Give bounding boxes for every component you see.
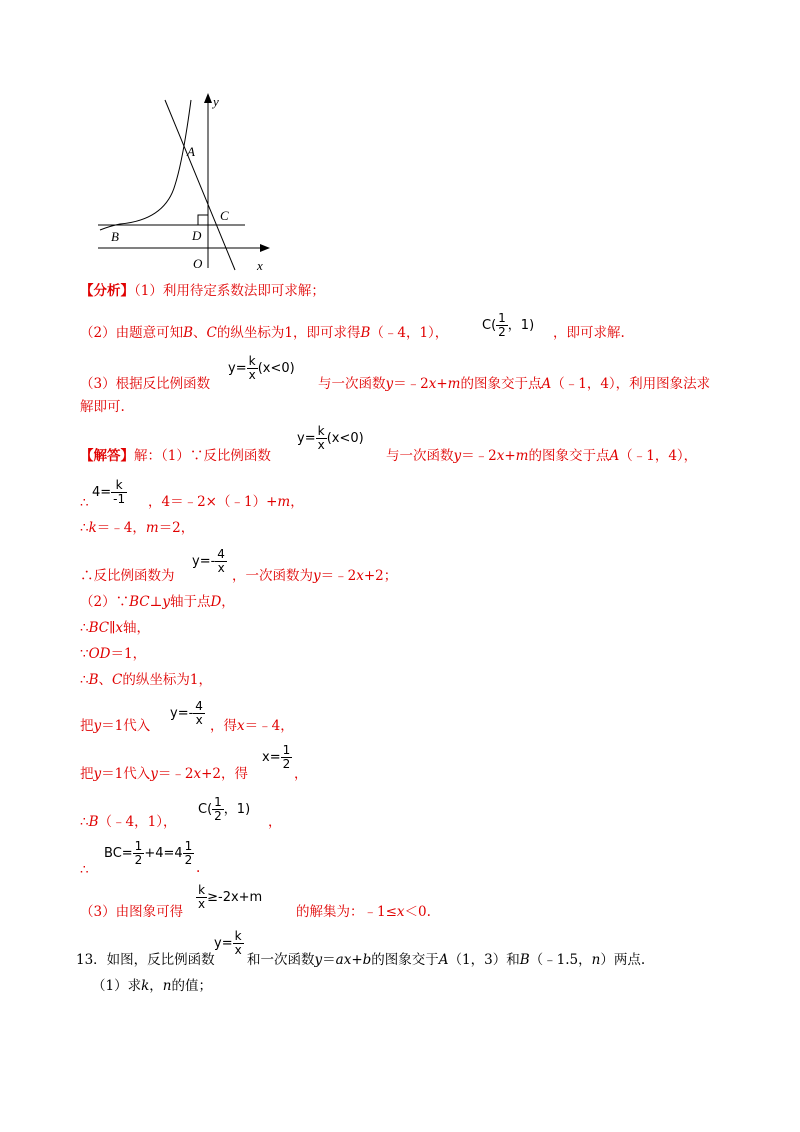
problem13-l1-h: 的图象交于 — [371, 952, 439, 968]
frac-num: 1 — [184, 839, 193, 853]
frac-num: 1 — [134, 839, 143, 853]
analysis-p3-b: 与一次函数 — [318, 376, 386, 392]
answer-a12-a: ∴ — [80, 862, 89, 878]
answer-a6-b: BC — [88, 620, 110, 636]
answer-a13-b: 的解集为：﹣1≤ — [296, 904, 397, 920]
answer-a13-d: ＜0. — [404, 904, 431, 920]
frac-den: 2 — [282, 757, 291, 771]
analysis-p2-g: （﹣4，1）， — [370, 325, 449, 341]
answer-line-7 — [80, 644, 146, 664]
frac-half — [212, 796, 224, 823]
frac-4x — [193, 700, 205, 727]
answer-a5-b: BC — [129, 594, 150, 610]
answer-a12-b: . — [196, 860, 201, 876]
analysis-p2-a: （2）由题意可知 — [80, 325, 184, 341]
answer-a1-i: A — [609, 448, 620, 464]
frac-num: k — [234, 929, 242, 943]
answer-a5-d: y — [162, 594, 170, 610]
frac-num: k — [115, 478, 123, 492]
math-four-eq — [92, 479, 127, 506]
cond: (x<0) — [257, 361, 295, 376]
answer-a8-c: 、 — [98, 672, 113, 688]
analysis-p3-d: ＝﹣2 — [393, 376, 429, 392]
answer-line-10 — [80, 764, 248, 784]
analysis-p2-d: C — [206, 325, 217, 341]
c-pre: C( — [198, 802, 213, 817]
problem13-l2-d: n — [162, 978, 172, 994]
analysis-line-2-end — [553, 323, 625, 343]
answer-a7-a: ∵ — [80, 646, 89, 662]
x-eq: x= — [262, 750, 281, 765]
math-bc — [104, 840, 194, 867]
answer-line-3 — [80, 518, 194, 538]
y-eq: y= — [214, 936, 233, 951]
math-x-half — [262, 744, 292, 771]
y-axis-arrow — [204, 93, 212, 103]
answer-a3-b: k — [88, 520, 97, 536]
label-o: O — [193, 256, 203, 271]
answer-a9-e: x — [237, 718, 245, 734]
answer-a6-d: x — [115, 620, 123, 636]
frac-den: x — [234, 943, 242, 957]
answer-a13-c: x — [396, 904, 405, 920]
answer-a10-d: y — [150, 766, 158, 782]
problem13-l1-i: A — [438, 952, 449, 968]
frac-half — [281, 744, 293, 771]
answer-a1-a: 解：（1）∵反比例函数 — [134, 448, 271, 464]
problem13-l1-c: y — [314, 952, 323, 968]
frac-kx — [196, 884, 207, 911]
frac-num: 1 — [498, 311, 506, 325]
answer-line-11-b — [268, 812, 282, 832]
problem13-l1-g: b — [362, 952, 372, 968]
answer-a7-c: ＝1， — [110, 646, 147, 662]
frac-half — [496, 312, 508, 339]
analysis-p3-g: m — [447, 376, 461, 392]
analysis-p3-f: + — [436, 376, 448, 392]
label-c: C — [220, 208, 229, 223]
frac-num: 1 — [214, 795, 222, 809]
label-b: B — [111, 229, 119, 244]
math-yk-1 — [228, 355, 295, 382]
plus4: +4=4 — [144, 846, 183, 861]
answer-a3-c: ＝﹣4， — [96, 520, 146, 536]
label-d: D — [192, 228, 202, 243]
answer-line-8 — [80, 670, 212, 690]
analysis-line-1 — [80, 281, 325, 301]
problem13-l2-b: k — [141, 978, 150, 994]
analysis-p1: （1）利用待定系数法即可求解； — [134, 283, 325, 299]
graph-svg — [95, 90, 275, 275]
answer-line-9-b — [210, 716, 294, 736]
answer-a3-d: m — [145, 520, 159, 536]
frac-den: x — [215, 561, 227, 575]
answer-a1-b: 与一次函数 — [386, 448, 454, 464]
answer-a10-a: 把 — [80, 766, 94, 782]
math-c-half-1 — [482, 312, 534, 339]
math-yk-2 — [297, 425, 364, 452]
frac-num: k — [248, 354, 256, 368]
answer-a10-g: +2，得 — [201, 766, 248, 782]
answer-a10-b: y — [93, 766, 102, 782]
answer-line-2-pre — [80, 493, 89, 513]
answer-line-10-b — [294, 764, 308, 784]
four-eq: 4= — [92, 485, 112, 500]
c-post: ，1) — [507, 318, 535, 333]
answer-a9-d: ，得 — [210, 718, 237, 734]
x-axis-arrow — [260, 244, 270, 252]
answer-line-2 — [148, 492, 304, 512]
answer-line-1-b — [386, 446, 697, 466]
answer-a5-a: （2）∵ — [80, 594, 130, 610]
frac-num: 1 — [282, 743, 291, 757]
answer-a3-e: ＝2， — [158, 520, 195, 536]
problem13-l1-d: ＝ — [322, 952, 336, 968]
problem13-line-1-b — [247, 950, 645, 970]
math-y-neg4x-2: y=- $\frac{4}{x}$ — [170, 699, 203, 727]
frac-num: k — [317, 424, 325, 438]
answer-a1-f: + — [504, 448, 516, 464]
answer-a2-c: m — [277, 494, 291, 510]
frac-den: 2 — [134, 853, 143, 867]
math-yk-3 — [214, 930, 244, 957]
answer-a4-f: +2； — [363, 568, 398, 584]
graph-figure — [95, 90, 275, 275]
answer-a11-b: B — [88, 814, 99, 830]
answer-a10-h: ， — [294, 766, 308, 782]
label-y: y — [213, 94, 219, 109]
answer-a13-a: （3）由图象可得 — [80, 904, 184, 920]
analysis-p3-h: 的图象交于点 — [460, 376, 542, 392]
answer-a6-e: 轴， — [122, 620, 150, 636]
answer-line-4-b — [232, 566, 397, 586]
answer-line-5 — [80, 592, 235, 612]
answer-line-4 — [80, 566, 175, 586]
problem13-l2-c: ， — [149, 978, 163, 994]
math-y-neg4x-1: y=- $\frac{4}{x}$ — [192, 547, 225, 575]
answer-line-13 — [80, 902, 183, 922]
answer-a5-c: ⊥ — [149, 594, 163, 610]
answer-a11-c: （﹣4，1）， — [98, 814, 177, 830]
frac-kx — [316, 425, 327, 452]
answer-a2-b: ，4＝﹣2×（﹣1）+ — [148, 494, 278, 510]
problem13-l1-b: 和一次函数 — [247, 952, 315, 968]
hyperbola-curve — [100, 100, 191, 230]
answer-a7-b: OD — [88, 646, 111, 662]
analysis-line-4 — [80, 397, 125, 417]
answer-a9-f: ＝﹣4， — [244, 718, 294, 734]
answer-a9-a: 把 — [80, 718, 94, 734]
answer-a1-g: m — [515, 448, 529, 464]
answer-a1-d: ＝﹣2 — [461, 448, 497, 464]
frac-den: x — [248, 368, 256, 382]
label-x: x — [257, 258, 263, 273]
analysis-p2-f: B — [360, 325, 371, 341]
answer-a1-c: y — [453, 448, 462, 464]
frac-den: 2 — [184, 853, 193, 867]
label-a: A — [187, 144, 195, 159]
answer-a9-c: ＝1代入 — [101, 718, 151, 734]
math-c-half-2 — [198, 796, 250, 823]
frac-4x — [215, 548, 227, 575]
analysis-p2-c: 、 — [193, 325, 207, 341]
answer-a9-b: y — [93, 718, 102, 734]
analysis-p3-j: （﹣1，4），利用图象法求 — [551, 376, 711, 392]
answer-a1-h: 的图象交于点 — [528, 448, 610, 464]
answer-a4-d: ＝﹣2 — [320, 568, 357, 584]
y-eq: y= — [170, 706, 189, 721]
answer-a10-f: x — [193, 766, 202, 782]
answer-a11-d: ， — [268, 814, 282, 830]
ineq: ≥-2x+m — [207, 890, 263, 905]
answer-a5-e: 轴于点 — [169, 594, 211, 610]
problem13-l1-e: ax — [335, 952, 352, 968]
frac-kx — [247, 355, 258, 382]
answer-line-11 — [80, 812, 176, 832]
answer-a11-a: ∴ — [80, 814, 89, 830]
problem13-l1-l: （﹣1.5， — [529, 952, 592, 968]
answer-a4-c: y — [313, 568, 321, 584]
answer-line-12 — [80, 860, 89, 880]
answer-a3-a: ∴ — [80, 520, 89, 536]
y-eq: y= — [228, 361, 247, 376]
right-angle-mark — [198, 215, 208, 225]
answer-a10-c: ＝1代入 — [101, 766, 151, 782]
answer-a5-g: ， — [221, 594, 235, 610]
answer-a5-f: D — [210, 594, 222, 610]
frac-den: 2 — [214, 809, 222, 823]
problem13-l1-f: + — [351, 952, 363, 968]
answer-a4-a: ∴反比例函数为 — [80, 568, 175, 584]
analysis-line-2 — [80, 323, 448, 343]
y-eq: y= — [297, 431, 316, 446]
analysis-p2-e: 的纵坐标为1，即可求得 — [216, 325, 361, 341]
analysis-title: 【分析】 — [80, 283, 134, 299]
problem13-l1-j: （1，3）和 — [448, 952, 520, 968]
frac-k-neg1 — [111, 479, 127, 506]
analysis-p2-h: ，即可求解. — [553, 325, 625, 341]
answer-line-12-b — [196, 858, 200, 878]
frac-den: 2 — [498, 325, 506, 339]
frac-den: x — [317, 438, 325, 452]
analysis-p3-i: A — [541, 376, 552, 392]
answer-a10-e: ＝﹣2 — [157, 766, 194, 782]
answer-a6-a: ∴ — [80, 620, 89, 636]
answer-a8-e: 的纵坐标为1， — [122, 672, 212, 688]
answer-a2-d: ， — [290, 494, 304, 510]
analysis-p3-c: y — [385, 376, 394, 392]
frac-num: k — [198, 883, 206, 897]
analysis-p3-a: （3）根据反比例函数 — [80, 376, 211, 392]
problem13-l1-m: n — [591, 952, 601, 968]
answer-a6-c: ∥ — [109, 620, 116, 636]
answer-line-1 — [80, 446, 271, 466]
answer-a8-d: C — [112, 672, 123, 688]
problem13-l1-a: 13．如图，反比例函数 — [76, 952, 215, 968]
answer-line-9 — [80, 716, 150, 736]
frac-num: 4 — [217, 547, 225, 561]
frac-half — [133, 840, 145, 867]
frac-half-2 — [183, 840, 195, 867]
answer-a2-a: ∴ — [80, 495, 89, 511]
frac-den: x — [193, 713, 205, 727]
answer-a1-e: x — [496, 448, 505, 464]
frac-den: -1 — [113, 492, 126, 506]
problem13-l1-k: B — [519, 952, 530, 968]
math-ineq — [196, 884, 262, 911]
answer-line-13-b — [296, 902, 431, 922]
bc-eq: BC= — [104, 846, 133, 861]
analysis-line-3 — [80, 374, 210, 394]
cond: (x<0) — [326, 431, 364, 446]
answer-a8-a: ∴ — [80, 672, 89, 688]
problem13-line-2 — [92, 976, 212, 996]
analysis-p3-k: 解即可. — [80, 399, 125, 415]
frac-den: x — [198, 897, 206, 911]
analysis-p3-e: x — [428, 376, 437, 392]
y-eq: y= — [192, 554, 211, 569]
answer-title: 【解答】 — [80, 448, 134, 464]
c-post: ，1) — [223, 802, 251, 817]
answer-line-6 — [80, 618, 150, 638]
analysis-p2-b: B — [183, 325, 194, 341]
frac-num: 4 — [195, 699, 203, 713]
c-pre: C( — [482, 318, 497, 333]
problem13-l1-n: ）两点. — [600, 952, 646, 968]
answer-a8-b: B — [88, 672, 99, 688]
analysis-line-3-b — [318, 374, 710, 394]
answer-a1-j: （﹣1，4）， — [619, 448, 698, 464]
answer-a4-e: x — [356, 568, 364, 584]
problem13-l2-e: 的值； — [171, 978, 212, 994]
answer-a4-b: ，一次函数为 — [232, 568, 313, 584]
problem13-l2-a: （1）求 — [92, 978, 142, 994]
problem13-line-1 — [76, 950, 215, 970]
frac-kx — [233, 930, 244, 957]
